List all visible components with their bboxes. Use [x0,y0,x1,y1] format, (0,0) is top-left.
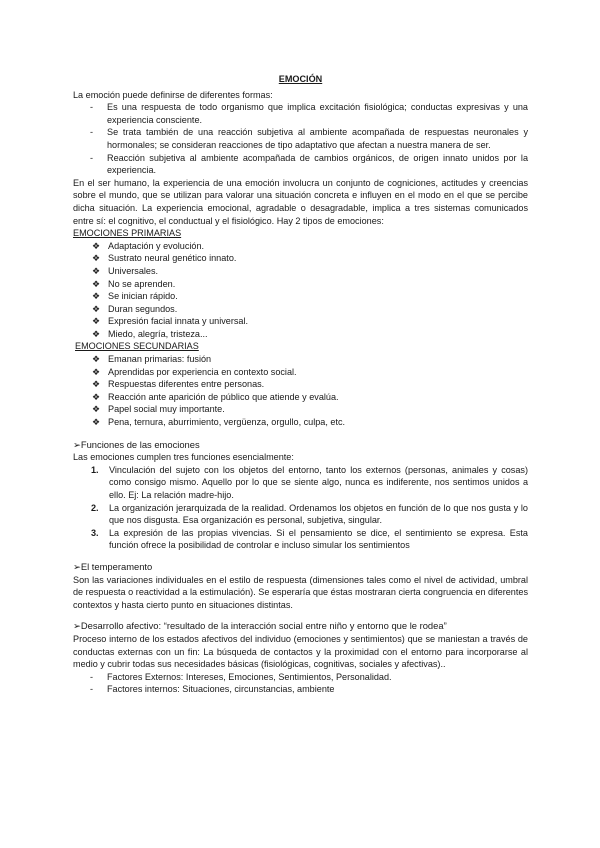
definition-item: - Se trata también de una reacción subjetiva al ambiente acompañada de respuestas neuronales y hormonales; se consideran reacciones de tipo adaptativo que afectan a nuestra manera de ser. [90,127,528,150]
list-item: ❖ Sustrato neural genético innato. [92,253,237,264]
dash-marker: - [90,102,94,113]
dash-marker: - [90,152,94,163]
development-text: Proceso interno de los estados afectivos del individuo (emociones y sentimientos) que se maniestan a través de conductas externas con un fin: La búsqueda de contactos y la proximidad con el entorno para incorporarse al medio y cubrir todas sus necesidades básicas (fisiológicas, cognitivas, sociales y afectivas).. [73,633,528,670]
intro-text: La emoción puede definirse de diferentes formas: [73,89,273,100]
list-item: ❖ Se inician rápido. [92,291,178,302]
diamond-bullet-icon: ❖ [92,417,101,428]
functions-list [73,464,528,552]
list-item: - Factores internos: Situaciones, circunstancias, ambiente [90,684,335,695]
list-item: ❖ Papel social muy importante. [92,404,225,415]
list-item: ❖ Universales. [92,265,159,276]
human-paragraph: En el ser humano, la experiencia de una emoción involucra un conjunto de cogniciones, actitudes y creencias sobre el mundo, que se utilizan para valorar una situación concreta e influyen en el modo en el que se percibe dicha situación. La experiencia emocional, agradable o desagradable, implica a tres sistemas comunicados entre sí: el cognitivo, el conductual y el fisiológico. Hay 2 tipos de emociones: [73,177,528,226]
definition-item: - Reacción subjetiva al ambiente acompañada de cambios orgánicos, de origen innato unidos por la experiencia. [90,152,528,176]
list-item: ❖ Duran segundos. [92,303,178,314]
secondary-emotions-list [73,353,528,429]
diamond-bullet-icon: ❖ [92,316,101,327]
arrow-bullet-icon: ➢ [73,560,81,572]
primary-emotions-list [73,240,528,341]
dash-marker: - [90,671,94,682]
diamond-bullet-icon: ❖ [92,265,101,276]
factors-list [73,671,528,696]
definition-item: - Es una respuesta de todo organismo que implica excitación fisiológica; conductas expresivas y una experiencia consciente. [90,102,528,125]
diamond-bullet-icon: ❖ [92,391,101,402]
list-item: ❖ Miedo, alegría, tristeza... [92,328,208,339]
list-item: ❖ Expresión facial innata y universal. [92,316,249,327]
dash-marker: - [90,684,94,695]
functions-intro: Las emociones cumplen tres funciones esencialmente: [73,452,294,463]
page-title: EMOCIÓN [278,74,323,84]
arrow-bullet-icon: ➢ [73,438,81,450]
temperament-text: Son las variaciones individuales en el estilo de respuesta (dimensiones tales como el nivel de actividad, umbral de respuesta o reactividad a la estimulación). Se esperaría que éstas mostraran cierta congruencia en diferentes contextos y hasta cierto punto en situaciones distintas. [73,574,528,610]
arrow-bullet-icon: ➢ [73,620,81,632]
document-page [73,73,528,696]
list-item: ❖ Reacción ante aparición de público que atiende y evalúa. [92,391,339,402]
diamond-bullet-icon: ❖ [92,278,101,289]
list-item: 1. Vinculación del sujeto con los objetos del entorno, tanto los externos (personas, animales y cosas) como consigo mismo. Aquello por lo que se siente algo, nunca es indiferente, nos sentimos unidos a ello. Ej: La relación madre-hijo. [91,464,528,500]
dash-marker: - [90,127,94,138]
secondary-emotions-heading: EMOCIONES SECUNDARIAS [75,341,199,352]
definitions-list [73,101,528,177]
list-item: ❖ Pena, ternura, aburrimiento, vergüenza, orgullo, culpa, etc. [92,417,346,428]
list-item: 2. La organización jerarquizada de la realidad. Ordenamos los objetos en función de lo que nos gusta y lo que nos disgusta. Esa organización es personal, subjetiva, singular. [91,502,528,526]
list-item: ❖ Adaptación y evolución. [92,240,205,251]
list-item: ❖ No se aprenden. [92,278,176,289]
list-item: 3. La expresión de las propias vivencias. Si el pensamiento se dice, el sentimiento se expresa. Esta función ofrece la posibilidad de controlar e incluso simular los sentimientos [91,527,528,551]
diamond-bullet-icon: ❖ [92,404,101,415]
list-item: ❖ Respuestas diferentes entre personas. [92,379,265,390]
diamond-bullet-icon: ❖ [92,354,101,365]
list-item: ❖ Aprendidas por experiencia en contexto social. [92,366,297,377]
development-heading: ➢Desarrollo afectivo: “resultado de la interacción social entre niño y entorno que le rodea” [73,620,447,632]
list-item: - Factores Externos: Intereses, Emociones, Sentimientos, Personalidad. [90,671,392,682]
diamond-bullet-icon: ❖ [92,379,101,390]
list-item: ❖ Emanan primarias: fusión [92,354,212,365]
diamond-bullet-icon: ❖ [92,291,101,302]
diamond-bullet-icon: ❖ [92,253,101,264]
diamond-bullet-icon: ❖ [92,240,101,251]
diamond-bullet-icon: ❖ [92,366,101,377]
primary-emotions-heading: EMOCIONES PRIMARIAS [73,228,182,239]
temperament-heading: ➢El temperamento [73,560,153,572]
diamond-bullet-icon: ❖ [92,303,101,314]
functions-heading: ➢Funciones de las emociones [73,438,200,450]
diamond-bullet-icon: ❖ [92,328,101,339]
